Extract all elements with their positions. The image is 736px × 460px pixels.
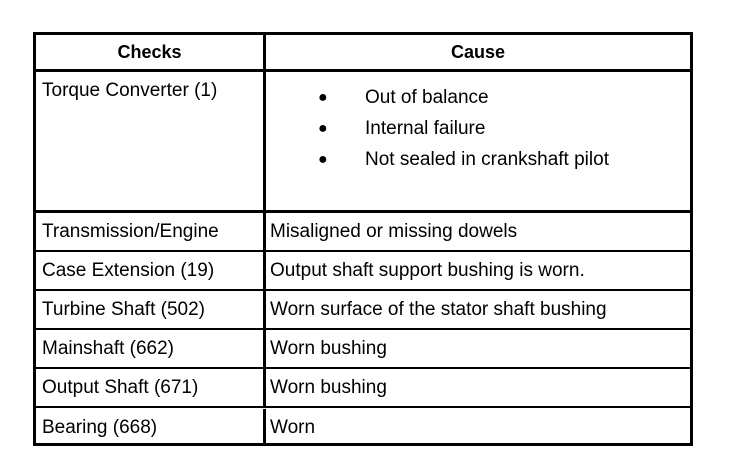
table-row-torque-converter (36, 72, 690, 213)
cause-cell: Output shaft support bushing is worn. (270, 260, 585, 281)
cause-cell: Worn (270, 417, 316, 438)
check-cell: Output Shaft (671) (36, 369, 266, 406)
cause-bullet-list (270, 82, 690, 175)
table-row (36, 252, 690, 291)
diagnosis-table (33, 32, 693, 446)
cause-text: Not sealed in crankshaft pilot (365, 149, 609, 170)
header-checks: Checks (36, 35, 266, 70)
check-cell: Case Extension (19) (36, 252, 266, 289)
bullet-icon: ● (318, 151, 328, 168)
list-item (318, 82, 690, 113)
table-row (36, 369, 690, 408)
bullet-icon: ● (318, 89, 328, 106)
check-cell: Mainshaft (662) (36, 330, 266, 367)
cause-text: Internal failure (365, 118, 486, 139)
list-item (318, 113, 690, 144)
list-item (318, 144, 690, 175)
check-cell: Turbine Shaft (502) (36, 291, 266, 328)
cause-cell: Worn bushing (270, 377, 387, 398)
check-cell: Bearing (668) (36, 409, 266, 446)
check-cell: Torque Converter (1) (36, 72, 266, 210)
cause-cell: Worn bushing (270, 338, 387, 359)
cause-cell: Misaligned or missing dowels (270, 221, 518, 242)
bullet-icon: ● (318, 120, 328, 137)
table-header-row (36, 35, 690, 72)
check-cell: Transmission/Engine (36, 213, 266, 250)
cause-cell: Worn surface of the stator shaft bushing (270, 299, 607, 320)
table-row (36, 213, 690, 252)
header-cause: Cause (450, 41, 506, 62)
cause-text: Out of balance (365, 87, 489, 108)
table-row (36, 330, 690, 369)
cause-cell (266, 72, 690, 210)
table-row (36, 291, 690, 330)
table-row (36, 408, 690, 447)
